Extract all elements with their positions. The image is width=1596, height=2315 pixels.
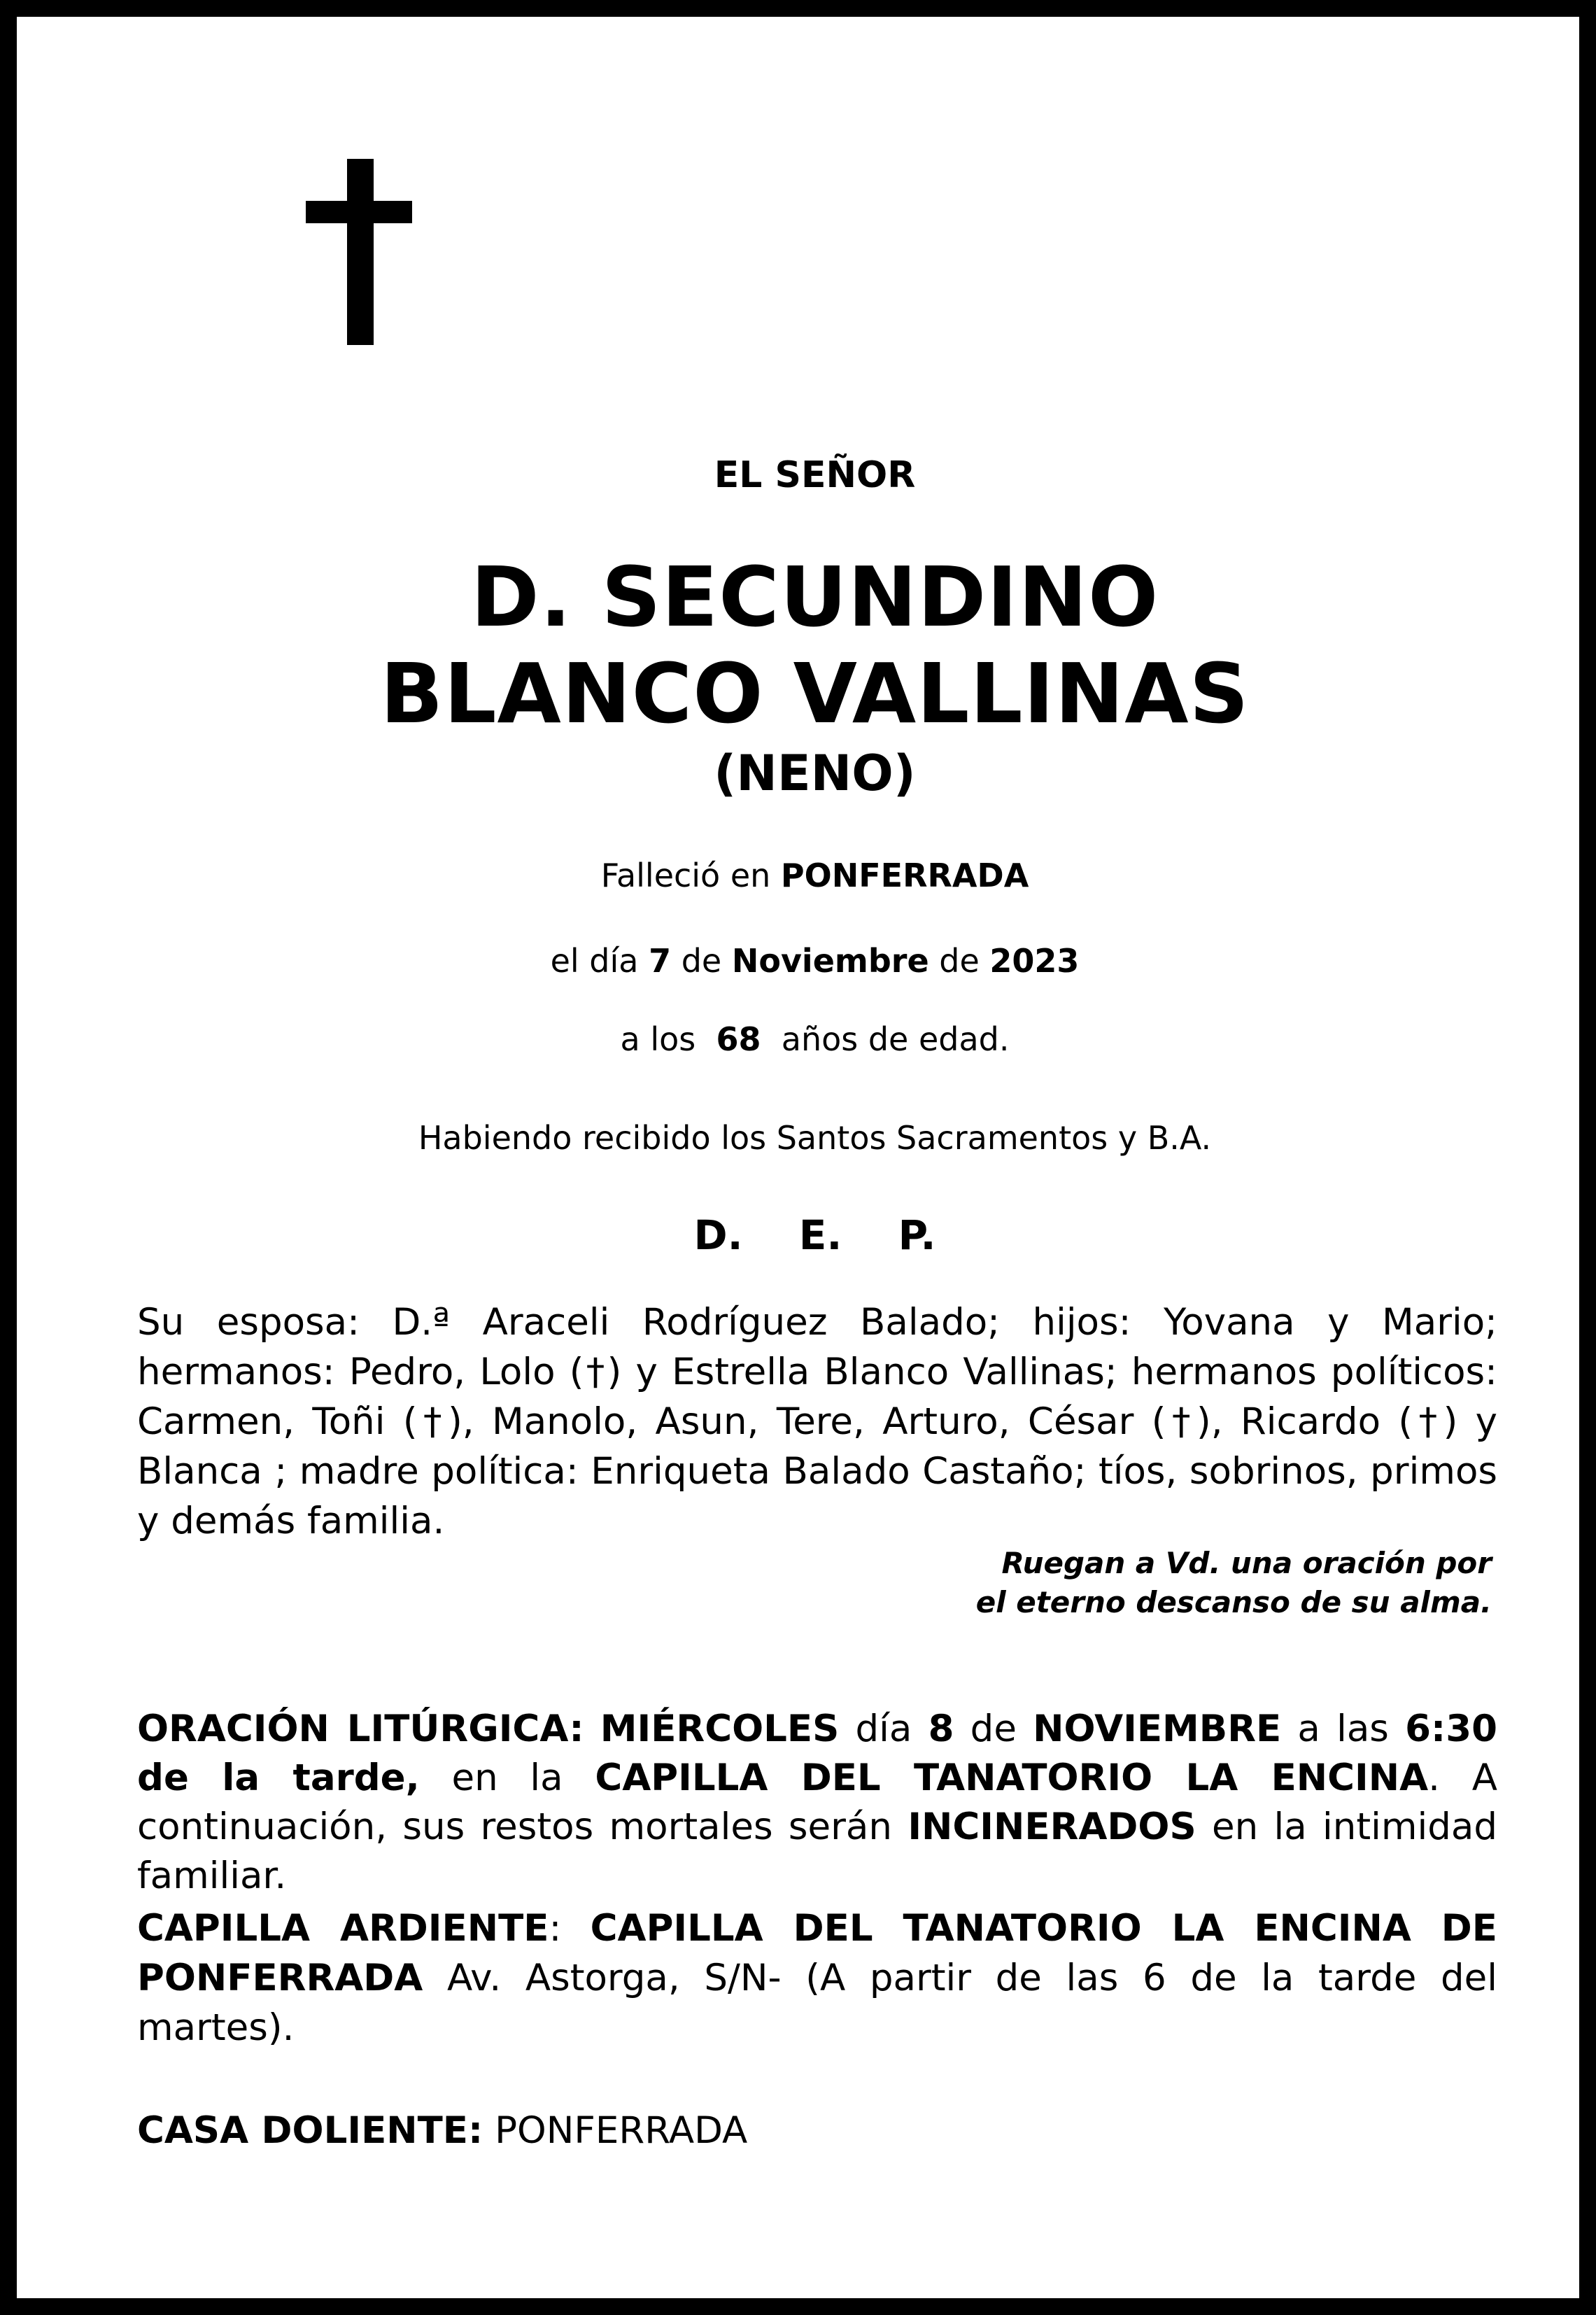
liturgical-text: día bbox=[855, 1708, 912, 1750]
deceased-nickname: (NENO) bbox=[714, 745, 916, 802]
age-prefix: a los bbox=[620, 1020, 696, 1058]
sacraments-line: Habiendo recibido los Santos Sacramentos y B.A. bbox=[418, 1119, 1212, 1157]
liturgical-label: ORACIÓN LITÚRGICA: bbox=[137, 1708, 584, 1750]
liturgical-action: INCINERADOS bbox=[908, 1806, 1196, 1848]
liturgical-text: de bbox=[970, 1708, 1017, 1750]
chapel-paragraph bbox=[137, 1904, 1497, 2053]
death-date-prefix: el día bbox=[550, 942, 639, 980]
prayer-request-line2: el eterno descanso de su alma. bbox=[975, 1585, 1492, 1619]
liturgical-weekday: MIÉRCOLES bbox=[600, 1708, 840, 1750]
age-line bbox=[17, 1020, 1596, 1058]
death-place-label: Falleció en bbox=[600, 857, 771, 894]
liturgical-text: a las bbox=[1297, 1708, 1389, 1750]
mourning-house-line bbox=[137, 2106, 1497, 2155]
chapel-separator: : bbox=[549, 1907, 562, 1950]
family-paragraph: Su esposa: D.ª Araceli Rodríguez Balado; hijos: Yovana y Mario; hermanos: Pedro, Lolo (†) y Estrella Blanco Vallinas; hermanos políticos: Carmen, Toñi (†), Manolo, Asun, Tere, Arturo, César (†), Ricardo (†) y Blanca ; madre política: Enriqueta Balado Castaño; tíos, sobrinos, primos y demás familia. bbox=[137, 1301, 1497, 1542]
cross-icon bbox=[306, 159, 412, 345]
death-place: PONFERRADA bbox=[780, 857, 1029, 894]
death-date-de: de bbox=[681, 942, 722, 980]
death-day: 7 bbox=[649, 942, 672, 980]
death-year: 2023 bbox=[989, 942, 1080, 980]
deceased-name-line1: D. SECUNDINO bbox=[470, 549, 1159, 645]
liturgical-text: . A continuación, sus restos mortales serán bbox=[137, 1757, 1497, 1848]
liturgical-day: 8 bbox=[928, 1708, 954, 1750]
liturgical-prayer-paragraph bbox=[137, 1705, 1497, 1901]
age-value: 68 bbox=[716, 1020, 761, 1058]
chapel-place: CAPILLA DEL TANATORIO LA ENCINA DE PONFERRADA bbox=[137, 1907, 1498, 1999]
mourning-house-value: PONFERRADA bbox=[495, 2109, 748, 2152]
liturgical-text: en la bbox=[451, 1757, 563, 1799]
prayer-request-line1: Ruegan a Vd. una oración por bbox=[1001, 1546, 1492, 1580]
death-month: Noviembre bbox=[731, 942, 929, 980]
mourning-house-label: CASA DOLIENTE: bbox=[137, 2109, 483, 2152]
age-suffix: años de edad. bbox=[781, 1020, 1010, 1058]
death-place-line bbox=[17, 857, 1596, 894]
chapel-label: CAPILLA ARDIENTE bbox=[137, 1907, 549, 1950]
deceased-name-line2: BLANCO VALLINAS bbox=[380, 645, 1250, 742]
death-date-line bbox=[17, 942, 1596, 980]
chapel-detail: Av. Astorga, S/N- (A partir de las 6 de la tarde del martes). bbox=[137, 1957, 1497, 2049]
death-date-de: de bbox=[939, 942, 980, 980]
prayer-request bbox=[856, 1544, 1492, 1622]
liturgical-text: en la intimidad familiar. bbox=[137, 1806, 1497, 1897]
liturgical-time: 6:30 de la tarde, bbox=[137, 1708, 1497, 1799]
liturgical-month: NOVIEMBRE bbox=[1033, 1708, 1282, 1750]
title-prefix: EL SEÑOR bbox=[714, 454, 916, 496]
dep-heading: D. E. P. bbox=[693, 1211, 936, 1259]
liturgical-place: CAPILLA DEL TANATORIO LA ENCINA bbox=[595, 1757, 1429, 1799]
